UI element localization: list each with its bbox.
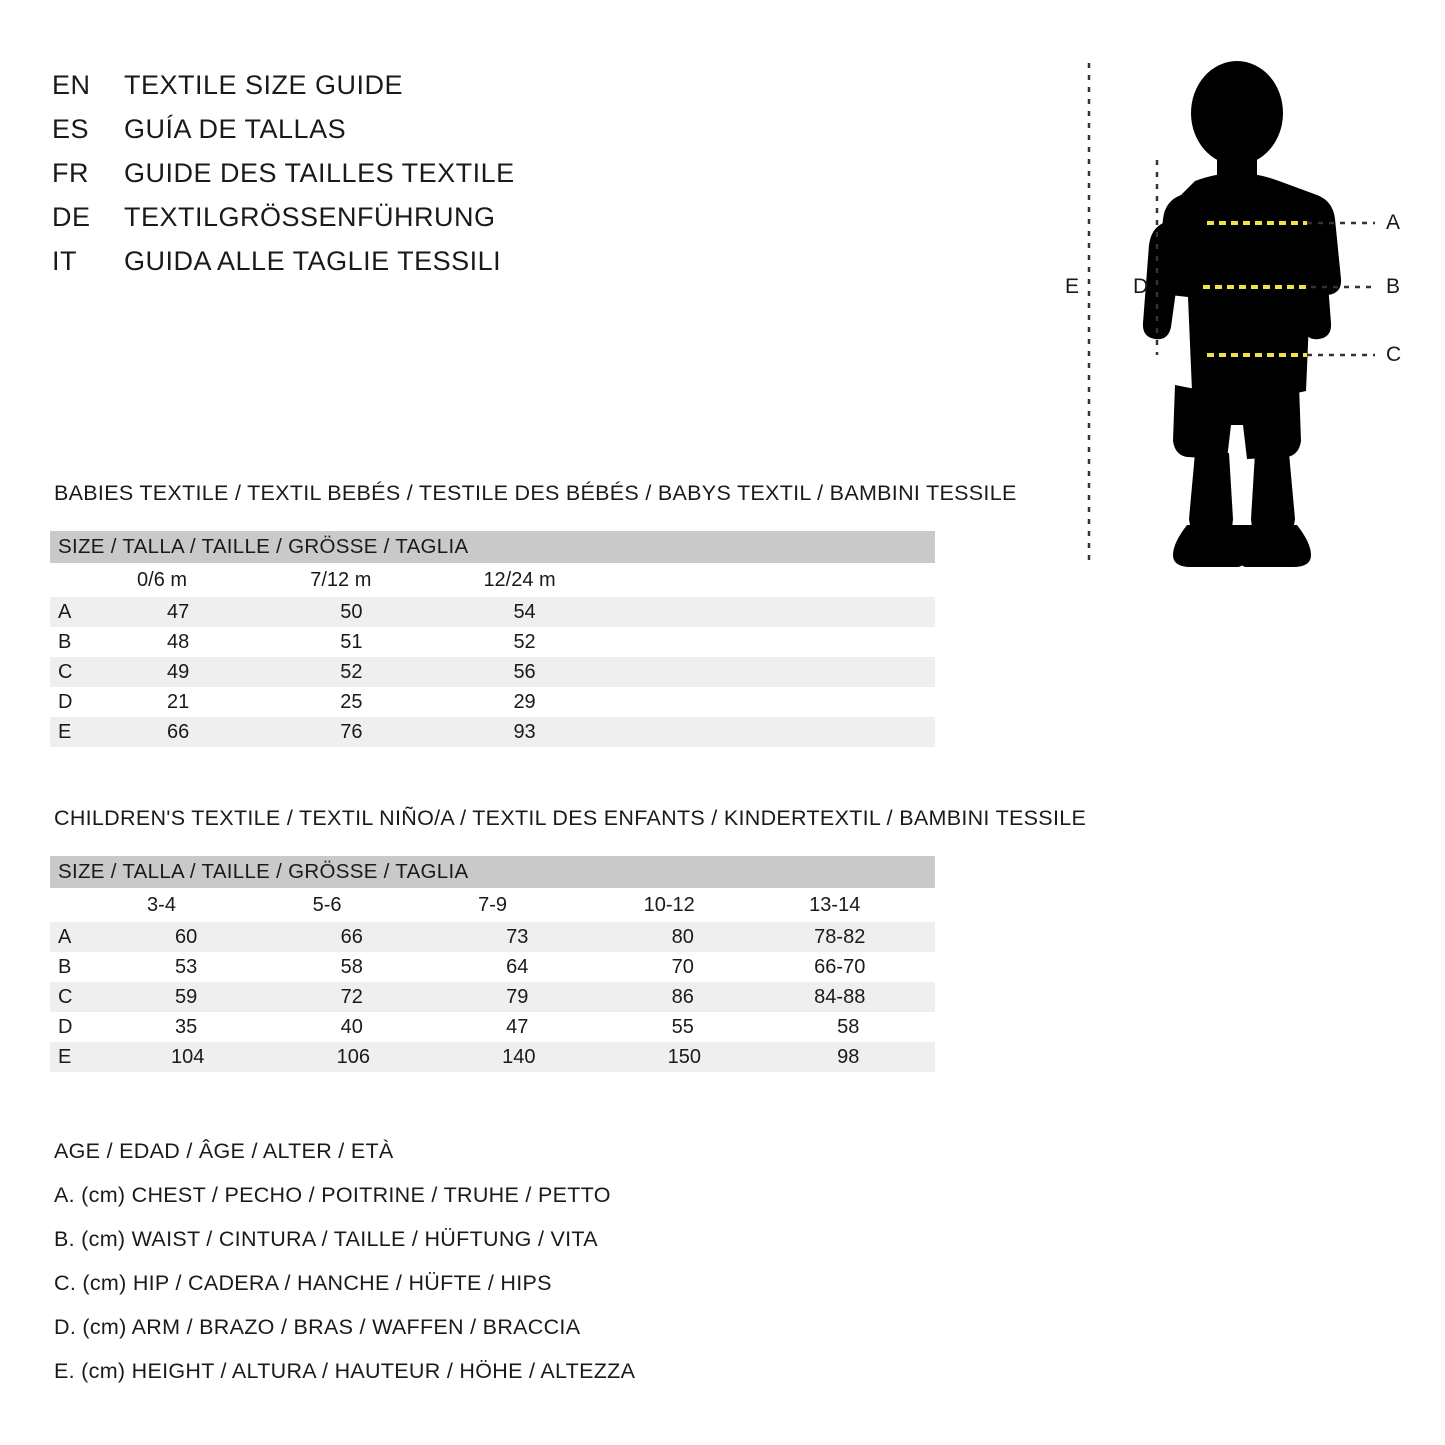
- babies-table-header: SIZE / TALLA / TAILLE / GRÖSSE / TAGLIA: [50, 531, 935, 563]
- children-row-label-c: C: [50, 982, 147, 1012]
- table-row: [50, 717, 935, 747]
- children-b-1: 58: [313, 952, 479, 982]
- children-a-3: 80: [644, 922, 810, 952]
- children-d-4: 58: [809, 1012, 935, 1042]
- table-header-row: [50, 531, 935, 563]
- children-a-4: 78-82: [809, 922, 935, 952]
- children-e-2: 140: [478, 1042, 644, 1072]
- babies-a-2: 54: [483, 597, 935, 627]
- children-d-2: 47: [478, 1012, 644, 1042]
- children-b-4: 66-70: [809, 952, 935, 982]
- children-c-3: 86: [644, 982, 810, 1012]
- table-row: [50, 687, 935, 717]
- legend-line-d: D. (cm) ARM / BRAZO / BRAS / WAFFEN / BRACCIA: [54, 1315, 581, 1339]
- children-d-3: 55: [644, 1012, 810, 1042]
- babies-col-0: 0/6 m: [137, 563, 310, 597]
- babies-b-0: 48: [137, 627, 310, 657]
- children-e-4: 98: [809, 1042, 935, 1072]
- children-col-2: 7-9: [478, 888, 644, 922]
- children-e-3: 150: [644, 1042, 810, 1072]
- children-size-table: [50, 856, 935, 1072]
- table-header-row: [50, 856, 935, 888]
- children-b-2: 64: [478, 952, 644, 982]
- children-d-1: 40: [313, 1012, 479, 1042]
- legend-line-a: A. (cm) CHEST / PECHO / POITRINE / TRUHE / PETTO: [54, 1183, 611, 1207]
- children-table-header: SIZE / TALLA / TAILLE / GRÖSSE / TAGLIA: [50, 856, 935, 888]
- table-row: [50, 982, 935, 1012]
- children-c-1: 72: [313, 982, 479, 1012]
- babies-c-1: 52: [310, 657, 483, 687]
- children-c-0: 59: [147, 982, 313, 1012]
- title-text-en: TEXTILE SIZE GUIDE: [124, 70, 404, 100]
- babies-row-label-a: A: [50, 597, 137, 627]
- title-block: [52, 70, 692, 290]
- children-d-0: 35: [147, 1012, 313, 1042]
- babies-row-label-b: B: [50, 627, 137, 657]
- babies-d-0: 21: [137, 687, 310, 717]
- babies-a-1: 50: [310, 597, 483, 627]
- children-b-3: 70: [644, 952, 810, 982]
- marker-label-a: A: [1386, 211, 1401, 234]
- table-row: [50, 952, 935, 982]
- title-text-fr: GUIDE DES TAILLES TEXTILE: [124, 158, 515, 188]
- measurement-legend: [54, 1139, 854, 1403]
- marker-label-b: B: [1386, 275, 1401, 298]
- child-silhouette-icon: [1143, 61, 1341, 567]
- corner-cell: [50, 888, 147, 922]
- title-text-es: GUÍA DE TALLAS: [124, 114, 347, 144]
- children-col-0: 3-4: [147, 888, 313, 922]
- babies-row-label-c: C: [50, 657, 137, 687]
- babies-e-2: 93: [483, 717, 935, 747]
- babies-row-label-e: E: [50, 717, 137, 747]
- children-row-label-a: A: [50, 922, 147, 952]
- children-row-label-d: D: [50, 1012, 147, 1042]
- body-measurement-figure: [1045, 55, 1425, 575]
- babies-b-1: 51: [310, 627, 483, 657]
- corner-cell: [50, 563, 137, 597]
- title-lang-en: EN: [52, 70, 91, 100]
- children-a-1: 66: [313, 922, 479, 952]
- marker-label-d: D: [1133, 275, 1149, 298]
- title-row-it: [52, 246, 692, 290]
- table-column-row: [50, 563, 935, 597]
- children-section-caption: CHILDREN'S TEXTILE / TEXTIL NIÑO/A / TEXTIL DES ENFANTS / KINDERTEXTIL / BAMBINI TESSILE: [54, 806, 1087, 830]
- babies-b-2: 52: [483, 627, 935, 657]
- children-col-4: 13-14: [809, 888, 935, 922]
- babies-c-0: 49: [137, 657, 310, 687]
- table-row: [50, 1042, 935, 1072]
- title-lang-es: ES: [52, 114, 90, 144]
- babies-size-table: [50, 531, 935, 747]
- children-a-2: 73: [478, 922, 644, 952]
- children-row-label-e: E: [50, 1042, 147, 1072]
- babies-e-0: 66: [137, 717, 310, 747]
- table-row: [50, 627, 935, 657]
- babies-c-2: 56: [483, 657, 935, 687]
- title-text-it: GUIDA ALLE TAGLIE TESSILI: [124, 246, 502, 276]
- title-lang-de: DE: [52, 202, 91, 232]
- babies-col-1: 7/12 m: [310, 563, 483, 597]
- title-row-en: [52, 70, 692, 114]
- title-row-de: [52, 202, 692, 246]
- children-c-2: 79: [478, 982, 644, 1012]
- babies-section-caption: BABIES TEXTILE / TEXTIL BEBÉS / TESTILE DES BÉBÉS / BABYS TEXTIL / BAMBINI TESSILE: [54, 481, 1017, 505]
- title-lang-fr: FR: [52, 158, 89, 188]
- table-row: [50, 597, 935, 627]
- children-col-3: 10-12: [644, 888, 810, 922]
- title-text-de: TEXTILGRÖSSENFÜHRUNG: [124, 202, 496, 232]
- babies-col-2: 12/24 m: [483, 563, 935, 597]
- title-row-fr: [52, 158, 692, 202]
- children-b-0: 53: [147, 952, 313, 982]
- children-e-1: 106: [313, 1042, 479, 1072]
- babies-d-2: 29: [483, 687, 935, 717]
- table-row: [50, 922, 935, 952]
- babies-a-0: 47: [137, 597, 310, 627]
- table-row: [50, 1012, 935, 1042]
- legend-line-age: AGE / EDAD / ÂGE / ALTER / ETÀ: [54, 1139, 394, 1163]
- children-a-0: 60: [147, 922, 313, 952]
- children-c-4: 84-88: [809, 982, 935, 1012]
- marker-label-e: E: [1065, 275, 1080, 298]
- marker-label-c: C: [1386, 343, 1402, 366]
- title-row-es: [52, 114, 692, 158]
- legend-line-b: B. (cm) WAIST / CINTURA / TAILLE / HÜFTUNG / VITA: [54, 1227, 598, 1251]
- table-row: [50, 657, 935, 687]
- title-lang-it: IT: [52, 246, 77, 276]
- children-row-label-b: B: [50, 952, 147, 982]
- children-e-0: 104: [147, 1042, 313, 1072]
- table-column-row: [50, 888, 935, 922]
- babies-e-1: 76: [310, 717, 483, 747]
- legend-line-c: C. (cm) HIP / CADERA / HANCHE / HÜFTE / HIPS: [54, 1271, 552, 1295]
- babies-row-label-d: D: [50, 687, 137, 717]
- babies-d-1: 25: [310, 687, 483, 717]
- legend-line-e: E. (cm) HEIGHT / ALTURA / HAUTEUR / HÖHE / ALTEZZA: [54, 1359, 636, 1383]
- children-col-1: 5-6: [313, 888, 479, 922]
